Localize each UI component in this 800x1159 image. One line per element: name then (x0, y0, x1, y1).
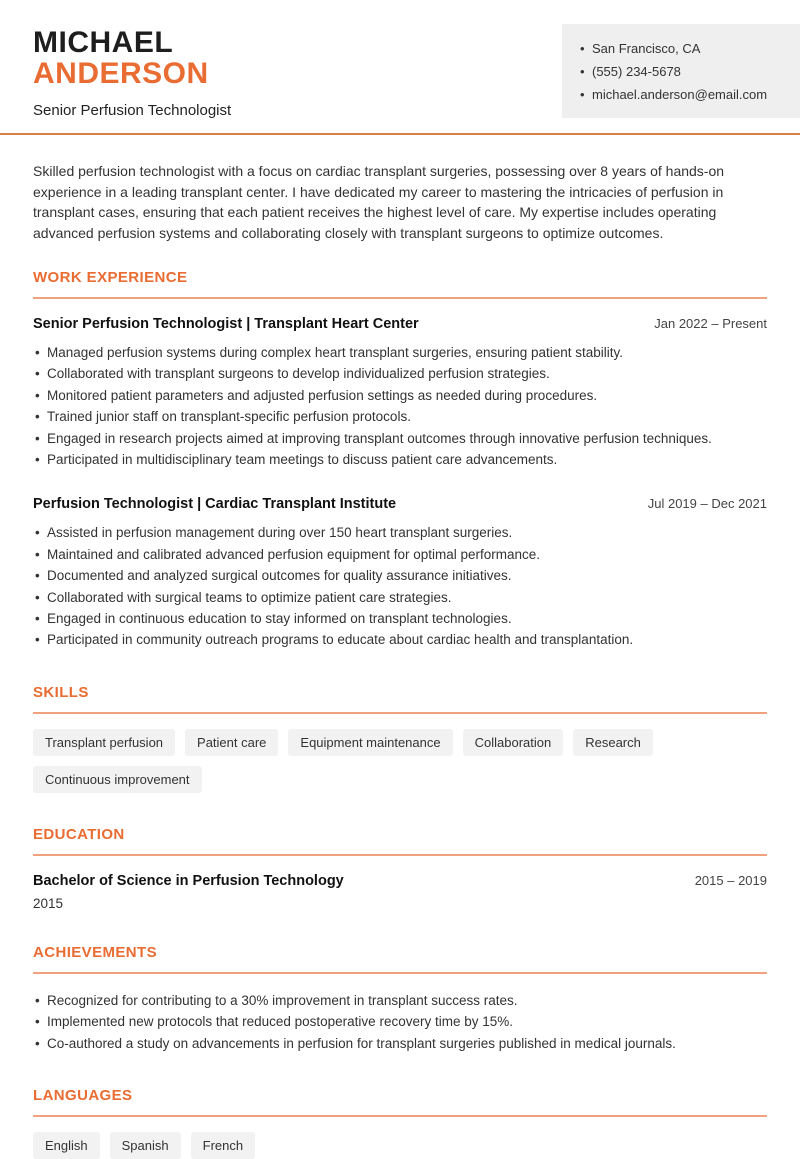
job-header (33, 496, 767, 512)
job-bullet-item: • Participated in multidisciplinary team meetings to discuss patient care advancements. (33, 449, 767, 470)
job-bullet-item: • Participated in community outreach programs to educate about cardiac health and transplantation. (33, 629, 767, 650)
achievement-bullet-list (33, 990, 767, 1054)
section-title-work-experience: WORK EXPERIENCE (33, 269, 188, 286)
resume-header (0, 0, 800, 133)
last-name: ANDERSON (33, 57, 209, 90)
job-bullet-item: • Trained junior staff on transplant-specific perfusion protocols. (33, 406, 767, 427)
job-bullet-item: • Collaborated with surgical teams to optimize patient care strategies. (33, 587, 767, 608)
skill-tag: Collaboration (463, 729, 564, 756)
skill-tag: Continuous improvement (33, 766, 202, 793)
skill-tag: Research (573, 729, 653, 756)
section-skills (33, 684, 767, 793)
education-degree: Bachelor of Science in Perfusion Technology (33, 872, 344, 889)
language-tag-list (33, 1132, 767, 1159)
skill-tag: Patient care (185, 729, 278, 756)
section-divider (33, 297, 767, 299)
section-education (33, 826, 767, 911)
achievement-bullet-item: • Recognized for contributing to a 30% improvement in transplant success rates. (33, 990, 767, 1011)
job-bullet-item: • Documented and analyzed surgical outcomes for quality assurance initiatives. (33, 565, 767, 586)
skill-tag: Equipment maintenance (288, 729, 452, 756)
education-entry (33, 873, 767, 911)
education-year: 2015 (33, 895, 64, 911)
contact-item: • michael.anderson@email.com (580, 83, 790, 106)
language-tag: French (191, 1132, 255, 1159)
job-title: Senior Perfusion Technologist | Transplant Heart Center (33, 316, 419, 332)
job-dates: Jul 2019 – Dec 2021 (647, 496, 767, 512)
section-divider (33, 972, 767, 974)
job-entry-2 (33, 496, 767, 650)
job-bullet-list (33, 522, 767, 650)
first-name: MICHAEL (33, 26, 174, 59)
section-divider (33, 1115, 767, 1117)
resume-body (0, 133, 800, 1159)
job-entry-1 (33, 316, 767, 470)
section-divider (33, 712, 767, 714)
summary-text: Skilled perfusion technologist with a focus on cardiac transplant surgeries, possessing over 8 years of hands-on experience in a leading transplant center. I have dedicated my career to mastering the intricacies of perfusion in transplant cases, ensuring that each patient receives the highest level of care. My expertise includes operating advanced perfusion systems and collaborating closely with transplant surgeons to optimize outcomes. (33, 163, 725, 241)
job-dates: Jan 2022 – Present (654, 316, 767, 331)
language-tag: Spanish (110, 1132, 181, 1159)
section-divider (33, 854, 767, 856)
achievement-bullet-item: • Implemented new protocols that reduced postoperative recovery time by 15%. (33, 1011, 767, 1032)
skill-tag-list (33, 729, 767, 793)
education-header (33, 873, 767, 889)
job-bullet-item: • Collaborated with transplant surgeons to develop individualized perfusion strategies. (33, 363, 767, 384)
job-bullet-item: • Assisted in perfusion management during over 150 heart transplant surgeries. (33, 522, 767, 543)
job-header (33, 316, 767, 332)
job-bullet-item: • Monitored patient parameters and adjusted perfusion settings as needed during procedures. (33, 385, 767, 406)
section-work-experience (33, 269, 767, 651)
job-bullet-item: • Maintained and calibrated advanced perfusion equipment for optimal performance. (33, 544, 767, 565)
section-languages (33, 1087, 767, 1159)
section-title-achievements: ACHIEVEMENTS (33, 943, 157, 961)
education-dates: 2015 – 2019 (694, 872, 767, 888)
job-bullet-item: • Managed perfusion systems during complex heart transplant surgeries, ensuring patient stability. (33, 342, 767, 363)
section-title-education: EDUCATION (33, 825, 125, 843)
achievement-bullet-item: • Co-authored a study on advancements in perfusion for transplant surgeries published in medical journals. (33, 1033, 767, 1054)
job-bullet-item: • Engaged in continuous education to stay informed on transplant technologies. (33, 608, 767, 629)
language-tag: English (33, 1132, 100, 1159)
skill-tag: Transplant perfusion (33, 729, 175, 756)
contact-box (562, 24, 800, 118)
job-bullet-list (33, 342, 767, 470)
section-title-languages: LANGUAGES (33, 1087, 133, 1105)
contact-item: • (555) 234-5678 (580, 60, 790, 83)
job-bullet-item: • Engaged in research projects aimed at improving transplant outcomes through innovative perfusion techniques. (33, 428, 767, 449)
job-title: Perfusion Technologist | Cardiac Transplant Institute (33, 496, 397, 513)
candidate-job-title: Senior Perfusion Technologist (33, 102, 232, 119)
section-title-skills: SKILLS (33, 683, 89, 701)
section-achievements (33, 944, 767, 1054)
contact-item: • San Francisco, CA (580, 37, 790, 60)
header-divider (0, 133, 800, 135)
